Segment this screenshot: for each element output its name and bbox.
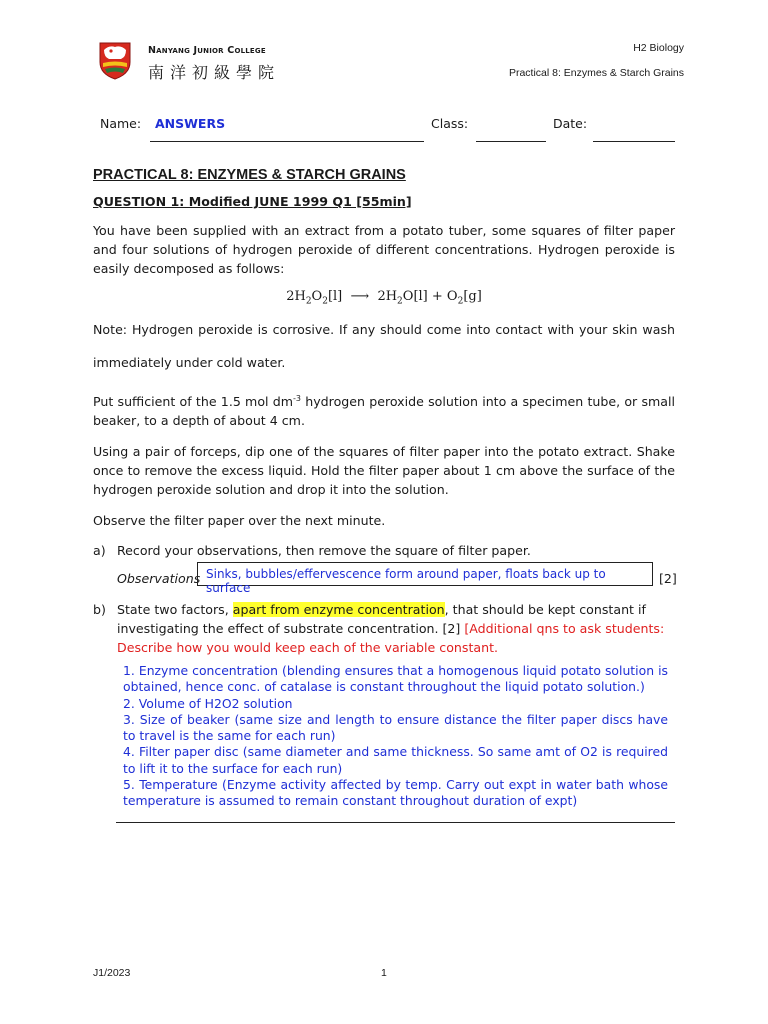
date-label: Date: (553, 116, 588, 131)
class-underline (476, 141, 546, 142)
safety-note-line2: immediately under cold water. (93, 355, 286, 370)
footer-code: J1/2023 (93, 967, 131, 979)
college-crest-logo (99, 42, 131, 80)
step-one-paragraph: Put sufficient of the 1.5 mol $dm^{-3}$ hydrogen peroxide solution into a specimen tube, or small beaker, to a depth of about 4 cm. (93, 393, 675, 428)
step-two-paragraph: Using a pair of forceps, dip one of the squares of filter paper into the potato extract. Shake once to remove the excess liquid. Hold the filter paper about 1 cm above the surface of the hydrogen peroxide solution and drop it into the solution. (93, 444, 675, 497)
answer-item: 5. Temperature (Enzyme activity affected by temp. Carry out expt in water bath whose temperature is assumed to remain constant throughout duration of expt) (123, 777, 668, 809)
page-number: 1 (381, 967, 387, 979)
school-name-english: Nanyang Junior College (148, 45, 266, 56)
practical-title: PRACTICAL 8: ENZYMES & STARCH GRAINS (93, 167, 406, 183)
part-a-marks: [2] (659, 571, 677, 586)
answer-item: 1. Enzyme concentration (blending ensures that a homogenous liquid potato solution is obtained, hence conc. of catalase is constant throughout the liquid potato solution.) (123, 663, 668, 695)
intro-paragraph: You have been supplied with an extract from a potato tuber, some squares of filter paper and four solutions of hydrogen peroxide of different concentrations. Hydrogen peroxide is easily decomposed as follows: (93, 223, 675, 276)
additional-question-note: [Additional qns to ask students: Describe how you would keep each of the variable constant. (117, 621, 665, 655)
subject-label: H2 Biology (633, 42, 684, 54)
observations-label: Observations (117, 571, 201, 586)
answer-item: 4. Filter paper disc (same diameter and same thickness. So same amt of O2 is required to lift it to the surface for each run) (123, 744, 668, 776)
decomposition-equation: $2H_2O_2[l]$ ⟶ $2H_2O[l] + O_2[g]$ (286, 289, 482, 307)
arrow-icon: ⟶ (350, 289, 370, 304)
part-b-label: b) (93, 602, 106, 617)
class-label: Class: (431, 116, 469, 131)
question-heading: QUESTION 1: Modified JUNE 1999 Q1 [55min] (93, 194, 412, 209)
safety-note-line1: Note: Hydrogen peroxide is corrosive. If any should come into contact with your skin wash (93, 322, 675, 337)
answer-item: 3. Size of beaker (same size and length to ensure distance the filter paper discs have to travel is the same for each run) (123, 711, 668, 744)
part-b-question: State two factors, apart from enzyme concentration, that should be kept constant if investigating the effect of substrate concentration. [2] [Additional qns to ask students: Describe how you would keep each of the variable constant. (117, 602, 665, 655)
practical-label: Practical 8: Enzymes & Starch Grains (508, 67, 684, 79)
date-underline (593, 141, 675, 142)
school-name-chinese: 南洋初級學院 (148, 63, 281, 82)
name-label: Name: (100, 116, 142, 131)
name-underline (150, 141, 424, 142)
part-a-label: a) (93, 543, 106, 558)
name-value: ANSWERS (155, 116, 226, 131)
observations-answer-box: Sinks, bubbles/effervescence form around paper, floats back up to surface (197, 562, 653, 586)
step-three-paragraph: Observe the filter paper over the next minute. (93, 513, 386, 528)
answer-underline (116, 822, 675, 823)
part-b-answer-list (123, 663, 668, 810)
highlighted-phrase: apart from enzyme concentration (232, 602, 445, 617)
answer-item: 2. Volume of H2O2 solution (123, 695, 293, 711)
part-a-question: Record your observations, then remove the square of filter paper. (117, 543, 531, 558)
